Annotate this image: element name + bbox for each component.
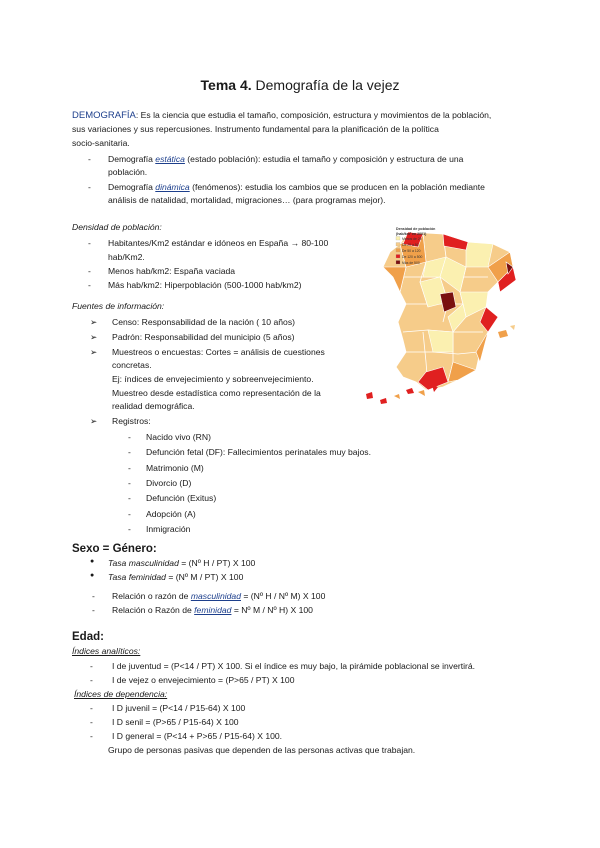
demografia-def-line1: DEMOGRAFÍA: Es la ciencia que estudia el tamaño, composición, estructura y movimientos de la población, bbox=[72, 110, 492, 121]
id-general: I D general = (P<14 + P>65 / P15-64) X 100. bbox=[112, 731, 283, 741]
dash-bullet: - bbox=[88, 266, 91, 276]
dash-bullet: - bbox=[128, 477, 131, 488]
fuentes-muestreos: Muestreos o encuestas: Cortes = análisis de cuestiones bbox=[112, 347, 325, 357]
id-general-desc: Grupo de personas pasivas que dependen de las personas activas que trabajan. bbox=[108, 745, 416, 755]
dash-bullet: - bbox=[90, 675, 93, 685]
arrow-bullet-icon: ➢ bbox=[90, 347, 98, 357]
spain-map-svg bbox=[348, 222, 523, 412]
dash-bullet: - bbox=[88, 280, 91, 290]
dash-bullet: - bbox=[128, 462, 131, 473]
legend-label: Menos de 20 bbox=[402, 237, 422, 241]
registro-item: Defunción (Exitus) bbox=[146, 493, 217, 504]
demografia-def-line2: sus variaciones y sus repercusiones. Instrumento fundamental para la planificación de la política bbox=[72, 124, 439, 134]
densidad-item-3: Más hab/km2: Hiperpoblación (500-1000 hab/km2) bbox=[108, 280, 302, 290]
densidad-item-1: Habitantes/Km2 estándar e idóneos en España → 80-100 bbox=[108, 238, 329, 248]
fuentes-padron: Padrón: Responsabilidad del municipio (5 años) bbox=[112, 332, 295, 342]
tasa-feminidad: Tasa feminidad = (Nº M / PT) X 100 bbox=[108, 572, 244, 582]
fuentes-registros: Registros: bbox=[112, 416, 151, 426]
arrow-bullet-icon: ➢ bbox=[90, 416, 98, 426]
registro-item: Matrimonio (M) bbox=[146, 462, 204, 473]
legend-swatch bbox=[396, 243, 400, 247]
registro-item: Nacido vivo (RN) bbox=[146, 432, 211, 442]
dash-bullet: - bbox=[92, 605, 95, 615]
tasa-masculinidad: Tasa masculinidad = (Nº H / PT) X 100 bbox=[108, 558, 256, 568]
demografia-dinamica-cont: análisis de natalidad, mortalidad, migraciones… (para programas mejor). bbox=[108, 195, 386, 205]
legend-swatch bbox=[396, 261, 400, 265]
id-senil: I D senil = (P>65 / P15-64) X 100 bbox=[112, 717, 239, 727]
dash-bullet: - bbox=[128, 447, 131, 458]
registro-item: Inmigración bbox=[146, 523, 191, 534]
edad-heading: Edad: bbox=[72, 631, 104, 643]
sexo-heading: Sexo = Género: bbox=[72, 543, 157, 555]
dash-bullet: - bbox=[92, 591, 95, 601]
dash-bullet: - bbox=[88, 238, 91, 248]
arrow-bullet-icon: ➢ bbox=[90, 332, 98, 342]
fuentes-muestreos-cont: concretas. bbox=[112, 360, 152, 370]
razon-feminidad: Relación o Razón de feminidad = Nº M / Nº H) X 100 bbox=[112, 605, 313, 615]
indice-vejez: I de vejez o envejecimiento = (P>65 / PT) X 100 bbox=[112, 675, 295, 685]
razon-masculinidad: Relación o razón de masculinidad = (Nº H / Nº M) X 100 bbox=[112, 591, 326, 601]
indice-juventud: I de juventud = (P<14 / PT) X 100. Si el índice es muy bajo, la pirámide poblacional se invertirá. bbox=[112, 661, 476, 671]
legend-label: Más de 500 bbox=[402, 261, 420, 265]
fuentes-censo: Censo: Responsabilidad de la nación ( 10 años) bbox=[112, 317, 295, 327]
dash-bullet: - bbox=[128, 432, 131, 442]
dot-bullet-icon: ● bbox=[90, 572, 95, 579]
fuentes-muestreos-desc2: realidad demográfica. bbox=[112, 401, 195, 411]
densidad-item-2: Menos hab/km2: España vaciada bbox=[108, 266, 236, 276]
page-title: Tema 4. Demografía de la vejez bbox=[200, 77, 400, 93]
fuentes-muestreos-ej: Ej: índices de envejecimiento y sobreenvejecimiento. bbox=[112, 374, 314, 384]
legend-label: De 50 a 120 bbox=[402, 249, 421, 253]
spain-density-map bbox=[348, 222, 523, 412]
fuentes-muestreos-desc: Muestreo desde estadística como representación de la bbox=[112, 388, 321, 398]
densidad-heading: Densidad de población: bbox=[72, 222, 162, 232]
dash-bullet: - bbox=[90, 731, 93, 741]
legend-swatch bbox=[396, 255, 400, 259]
demografia-dinamica: Demografía dinámica (fenómenos): estudia los cambios que se producen en la población mediante bbox=[108, 182, 485, 192]
legend-label: De 20 a 50 bbox=[402, 243, 419, 247]
dash-bullet: - bbox=[90, 703, 93, 713]
dash-bullet: - bbox=[88, 154, 91, 164]
registro-item: Defunción fetal (DF): Fallecimientos perinatales muy bajos. bbox=[146, 447, 371, 458]
registro-item: Adopción (A) bbox=[146, 508, 196, 519]
map-legend-title: Densidad de población bbox=[396, 227, 436, 231]
dash-bullet: - bbox=[90, 717, 93, 727]
demografia-def-line3: socio-sanitaria. bbox=[72, 138, 130, 148]
id-juvenil: I D juvenil = (P<14 / P15-64) X 100 bbox=[112, 703, 246, 713]
legend-swatch bbox=[396, 237, 400, 241]
arrow-bullet-icon: ➢ bbox=[90, 317, 98, 327]
legend-label: De 120 a 500 bbox=[402, 255, 423, 259]
demografia-estatica: Demografía estática (estado población): estudia el tamaño y composición y estructura de una bbox=[108, 154, 464, 164]
map-legend-subtitle: (hab/km² en 2001) bbox=[396, 232, 427, 236]
registro-item: Divorcio (D) bbox=[146, 477, 192, 488]
dash-bullet: - bbox=[88, 182, 91, 192]
dash-bullet: - bbox=[90, 661, 93, 671]
fuentes-heading: Fuentes de información: bbox=[72, 301, 165, 311]
demografia-estatica-cont: población. bbox=[108, 167, 148, 177]
dash-bullet: - bbox=[128, 523, 131, 534]
dash-bullet: - bbox=[128, 508, 131, 519]
dot-bullet-icon: ● bbox=[90, 558, 95, 565]
legend-swatch bbox=[396, 249, 400, 253]
indices-dependencia-heading: Índices de dependencia: bbox=[74, 689, 168, 699]
indices-analiticos-heading: Índices analíticos: bbox=[72, 646, 141, 656]
densidad-item-1-cont: hab/Km2. bbox=[108, 252, 145, 262]
dash-bullet: - bbox=[128, 493, 131, 504]
